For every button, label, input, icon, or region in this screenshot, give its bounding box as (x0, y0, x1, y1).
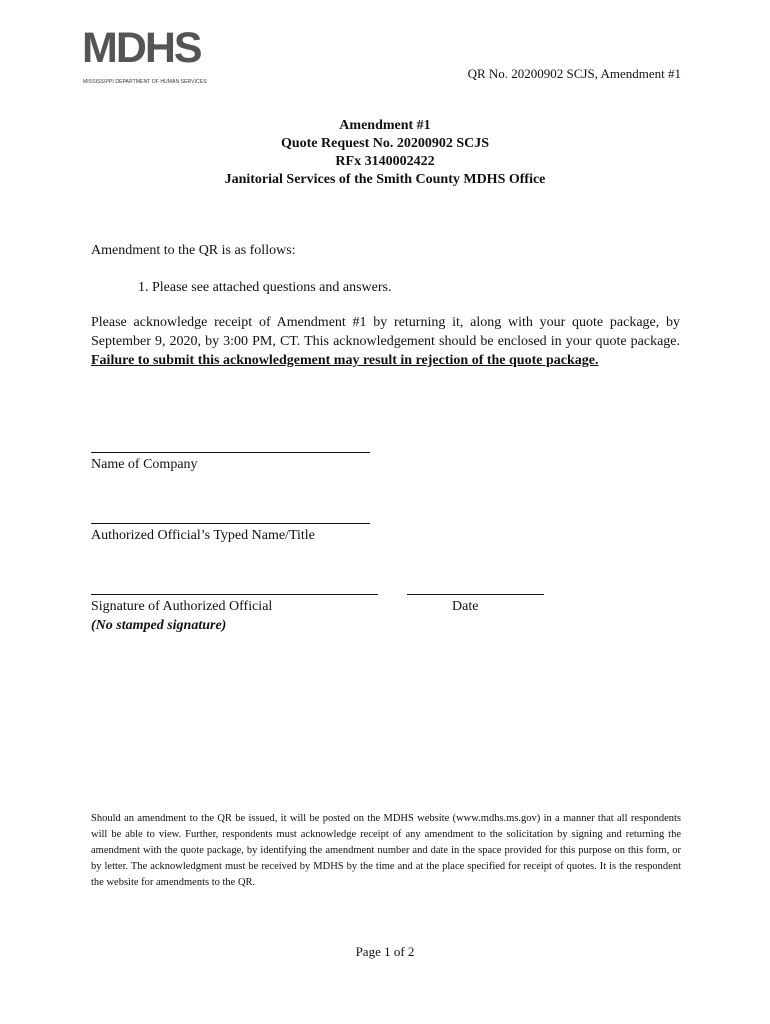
signature-label: Signature of Authorized Official (91, 599, 273, 614)
date-line[interactable] (407, 594, 544, 595)
title-service: Janitorial Services of the Smith County MDHS Office (224, 172, 546, 187)
logo-tagline: MISSISSIPPI DEPARTMENT OF HUMAN SERVICES (83, 79, 207, 85)
signature-line[interactable] (91, 594, 378, 595)
title-amendment: Amendment #1 (339, 118, 431, 133)
acknowledgement-warning: Failure to submit this acknowledgement may result in rejection of the quote package. (91, 353, 599, 368)
mdhs-logo (82, 24, 214, 88)
acknowledgement-text: Please acknowledge receipt of Amendment #1 by returning it, along with your quote package, by September 9, 2020, by 3:00 PM, CT. This acknowledgement should be enclosed in your quote package. (91, 315, 680, 349)
title-quote-request: Quote Request No. 20200902 SCJS (280, 136, 490, 151)
signature-note: (No stamped signature) (91, 618, 227, 633)
intro-text: Amendment to the QR is as follows: (91, 243, 296, 258)
amendment-footnote: Should an amendment to the QR be issued, it will be posted on the MDHS website (www.mdhs.ms.gov) in a manner that all respondents will be able to view. Further, respondents must acknowledge receipt of any amendment to the solicitation by signing and returning the amendment with the quote package, by identifying the amendment number and date in the space provided for this purpose on this form, or by letter. The acknowledgment must be received by MDHS by the time and at the place specified for receipt of quotes. It is the respondent the website for amendments to the QR. (91, 813, 681, 888)
logo-wordmark: MDHS (82, 24, 201, 72)
title-rfx: RFx 3140002422 (335, 154, 435, 169)
date-label: Date (452, 599, 479, 614)
company-label: Name of Company (91, 457, 198, 472)
title-block (0, 117, 770, 189)
list-item: 1. Please see attached questions and answers. (138, 280, 392, 295)
official-name-line[interactable] (91, 523, 370, 524)
company-signature-line[interactable] (91, 452, 370, 453)
official-name-label: Authorized Official’s Typed Name/Title (91, 528, 315, 543)
acknowledgement-paragraph (91, 313, 680, 370)
header-reference: QR No. 20200902 SCJS, Amendment #1 (467, 66, 681, 81)
page-number: Page 1 of 2 (355, 944, 415, 959)
